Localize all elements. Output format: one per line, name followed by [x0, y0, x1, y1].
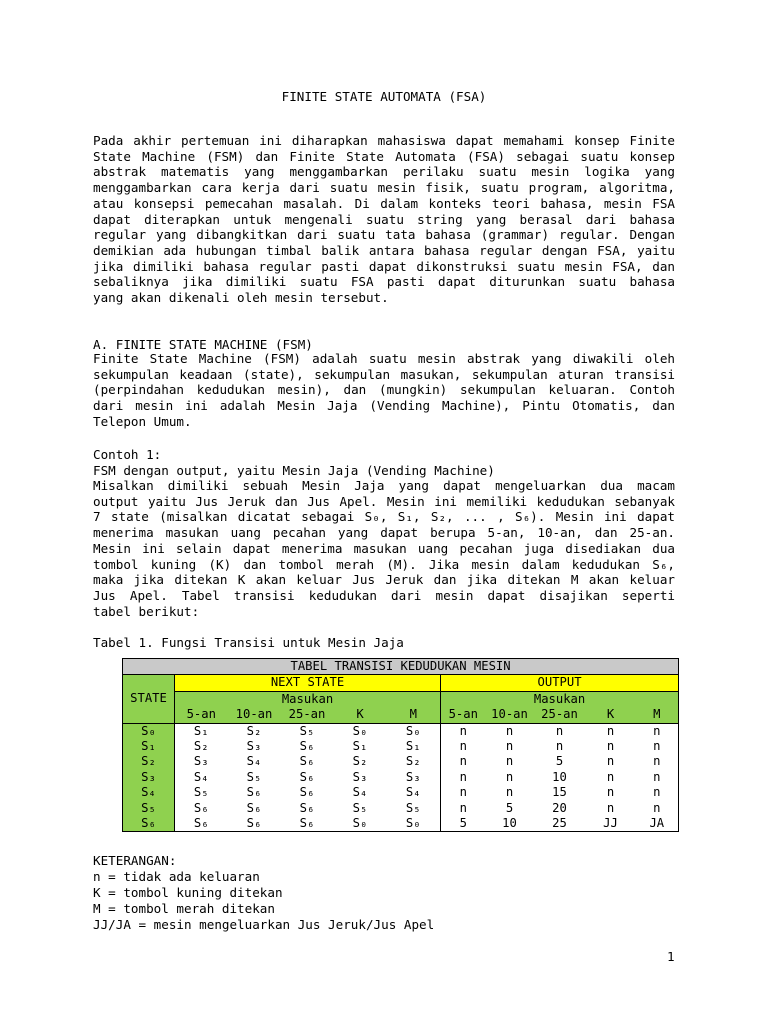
intro-line: State Machine (FSM) dan Finite State Automata (FSA) sebagai suatu konsep: [93, 148, 675, 164]
output-cell: n: [606, 800, 615, 815]
next-state-cell: S₆: [246, 800, 262, 815]
example-subtitle: FSM dengan output, yaitu Mesin Jaja (Vending Machine): [93, 463, 495, 478]
table-caption: Tabel 1. Fungsi Transisi untuk Mesin Jaja: [93, 635, 404, 650]
example-line: menerima masukan uang pecahan yang dapat berupa 5-an, 10-an, dan 25-an.: [93, 525, 675, 541]
example-line: Misalkan dimiliki sebuah Mesin Jaja yang dapat mengeluarkan dua macam: [93, 478, 675, 493]
next-state-cell: S₆: [299, 785, 315, 800]
output-cell: 25: [534, 816, 586, 832]
output-cell: n: [505, 723, 514, 738]
output-cell: n: [441, 754, 486, 769]
output-cell: n: [505, 754, 514, 769]
example-line: Jus Apel. Tabel transisi kedudukan dari mesin dapat disajikan seperti: [93, 587, 675, 603]
next-state-cell: S₆: [299, 800, 315, 815]
output-cell: JA: [636, 816, 679, 832]
example-line: 7 state (misalkan dicatat sebagai S₀, S₁, S₂, ... , S₆). Mesin ini dapat: [93, 509, 675, 525]
intro-line: regular yang dibangkitkan dari suatu tata bahasa (grammar) regular. Dengan: [93, 227, 675, 243]
next-state-cell: S₅: [299, 723, 315, 738]
intro-line: demikian ada hubungan timbal balik antara bahasa regular dengan FSA, yaitu: [93, 242, 675, 258]
output-cell: n: [555, 723, 564, 738]
intro-line: Pada akhir pertemuan ini diharapkan mahasiswa dapat memahami konsep Finite: [93, 133, 675, 148]
output-cell: 20: [552, 800, 567, 815]
output-cell: n: [636, 785, 679, 800]
output-cell: n: [441, 770, 486, 785]
next-masukan-header: Masukan: [175, 691, 441, 707]
next-state-cell: S₆: [175, 816, 228, 832]
next-state-cell: S₅: [175, 785, 228, 800]
next-state-cell: S₀: [387, 723, 441, 739]
next-state-cell: S₂: [352, 754, 368, 769]
next-state-cell: S₆: [246, 785, 262, 800]
legend-title: KETERANGAN:: [93, 853, 177, 868]
next-state-cell: S₆: [299, 754, 315, 769]
input-header-out: 10-an: [486, 707, 534, 723]
legend-item: n = tidak ada keluaran: [93, 869, 260, 884]
next-state-cell: S₂: [387, 754, 441, 769]
page-number: 1: [667, 949, 675, 964]
next-state-cell: S₆: [175, 801, 228, 816]
next-state-cell: S₁: [175, 723, 228, 739]
output-header: OUTPUT: [441, 675, 679, 691]
input-header-out: K: [586, 707, 636, 723]
section-a-heading: A. FINITE STATE MACHINE (FSM): [93, 337, 313, 352]
table-row: [123, 801, 679, 816]
output-cell: n: [505, 739, 514, 754]
state-cell: S₆: [123, 816, 175, 832]
output-cell: n: [606, 754, 615, 769]
output-cell: n: [636, 739, 679, 754]
next-state-cell: S₀: [352, 723, 368, 738]
intro-line: abstrak matematis yang menggambarkan perilaku suatu mesin logika yang: [93, 164, 675, 180]
state-cell: S₁: [123, 739, 175, 754]
intro-line: sebaliknya jika dimiliki suatu FSA pasti dapat diturunkan suatu bahasa: [93, 274, 675, 290]
output-cell: n: [555, 739, 564, 754]
table-row: [123, 739, 679, 754]
next-state-cell: S₁: [387, 739, 441, 754]
section-a-line: Telepon Umum.: [93, 413, 192, 429]
state-cell: S₀: [123, 723, 175, 739]
section-a-paragraph: [93, 351, 675, 430]
output-cell: n: [636, 801, 679, 816]
input-header-next: K: [334, 707, 387, 723]
document-title: FINITE STATE AUTOMATA (FSA): [281, 89, 487, 104]
output-cell: n: [505, 769, 514, 784]
next-state-cell: S₄: [387, 785, 441, 800]
next-state-cell: S₄: [352, 785, 368, 800]
intro-line: yang akan dikenali oleh mesin tersebut.: [93, 290, 389, 306]
output-cell: n: [636, 723, 679, 739]
inputs-header-row: [123, 707, 679, 723]
legend-item: JJ/JA = mesin mengeluarkan Jus Jeruk/Jus Apel: [93, 917, 435, 932]
next-state-cell: S₄: [175, 770, 228, 785]
output-cell: n: [636, 770, 679, 785]
next-state-cell: S₃: [352, 769, 368, 784]
legend-item: M = tombol merah ditekan: [93, 901, 275, 916]
table-row: [123, 785, 679, 800]
output-cell: 15: [552, 785, 567, 800]
state-cell: S₅: [123, 801, 175, 816]
next-state-cell: S₂: [175, 739, 228, 754]
state-cell: S₄: [123, 785, 175, 800]
intro-line: dapat diterapkan untuk mengenali suatu string yang berasal dari bahasa: [93, 211, 675, 227]
legend-item: K = tombol kuning ditekan: [93, 885, 283, 900]
transition-table: [122, 658, 679, 832]
output-cell: 5: [505, 800, 514, 815]
table-title: TABEL TRANSISI KEDUDUKAN MESIN: [123, 659, 679, 675]
next-state-cell: S₆: [299, 769, 315, 784]
state-cell: S₂: [123, 754, 175, 769]
example-paragraph: [93, 478, 675, 619]
table-row: [123, 754, 679, 769]
next-state-cell: S₅: [387, 801, 441, 816]
intro-line: jika dimiliki bahasa regular pasti dapat dikonstruksi suatu mesin FSA, dan: [93, 258, 675, 274]
state-cell: S₃: [123, 770, 175, 785]
table-row: [123, 723, 679, 739]
next-state-cell: S₆: [281, 816, 334, 832]
intro-line: atau konsepsi pemecahan masalah. Di dalam konteks teori bahasa, mesin FSA: [93, 195, 675, 211]
output-masukan-header: Masukan: [441, 691, 679, 707]
output-cell: n: [606, 739, 615, 754]
section-a-line: dari mesin ini adalah Mesin Jaja (Vending Machine), Pintu Otomatis, dan: [93, 398, 675, 414]
output-cell: 5: [441, 816, 486, 832]
table-row: [123, 770, 679, 785]
output-cell: n: [441, 801, 486, 816]
section-a-line: Finite State Machine (FSM) adalah suatu mesin abstrak yang diwakili oleh: [93, 351, 675, 366]
output-cell: 5: [555, 754, 564, 769]
example-line: maka jika ditekan K akan keluar Jus Jeruk dan jika ditekan M akan keluar: [93, 572, 675, 588]
next-state-cell: S₅: [352, 800, 368, 815]
intro-paragraph: [93, 133, 675, 306]
input-header-out: 5-an: [441, 707, 486, 723]
state-header: STATE: [123, 675, 175, 723]
next-state-cell: S₀: [387, 816, 441, 832]
output-cell: JJ: [586, 816, 636, 832]
output-cell: n: [636, 754, 679, 769]
output-cell: n: [441, 785, 486, 800]
next-state-cell: S₃: [175, 754, 228, 769]
next-state-cell: S₆: [228, 816, 281, 832]
input-header-next: 10-an: [228, 707, 281, 723]
output-cell: 10: [486, 816, 534, 832]
output-cell: 10: [552, 769, 567, 784]
input-header-next: 5-an: [175, 707, 228, 723]
next-state-cell: S₀: [334, 816, 387, 832]
next-state-cell: S₂: [246, 723, 262, 738]
input-header-out: M: [636, 707, 679, 723]
output-cell: n: [606, 769, 615, 784]
next-state-cell: S₃: [387, 770, 441, 785]
section-a-line: sekumpulan keadaan (state), sekumpulan masukan, sekumpulan aturan transisi: [93, 366, 675, 382]
input-header-next: 25-an: [281, 707, 334, 723]
next-state-cell: S₁: [352, 739, 368, 754]
section-a-line: (perpindahan kedudukan mesin), dan (mungkin) sekumpulan keluaran. Contoh: [93, 382, 675, 398]
output-cell: n: [505, 785, 514, 800]
input-header-out: 25-an: [534, 707, 586, 723]
intro-line: menggambarkan cara kerja dari suatu mesin fisik, suatu program, algoritma,: [93, 180, 675, 196]
table-row: [123, 816, 679, 832]
output-cell: n: [441, 723, 486, 739]
example-line: tombol kuning (K) dan tombol merah (M). Jika mesin dalam kedudukan S₆,: [93, 556, 675, 572]
example-label: Contoh 1:: [93, 447, 162, 462]
example-line: tabel berikut:: [93, 603, 200, 619]
input-header-next: M: [387, 707, 441, 723]
output-cell: n: [441, 739, 486, 754]
next-state-cell: S₄: [246, 754, 262, 769]
example-line: output yaitu Jus Jeruk dan Jus Apel. Mesin ini memiliki kedudukan sebanyak: [93, 493, 675, 509]
next-state-header: NEXT STATE: [175, 675, 441, 691]
next-state-cell: S₃: [246, 739, 262, 754]
output-cell: n: [606, 723, 615, 738]
example-line: Mesin ini selain dapat menerima masukan uang pecahan juga disediakan dua: [93, 540, 675, 556]
output-cell: n: [606, 785, 615, 800]
next-state-cell: S₆: [299, 739, 315, 754]
next-state-cell: S₅: [246, 769, 262, 784]
